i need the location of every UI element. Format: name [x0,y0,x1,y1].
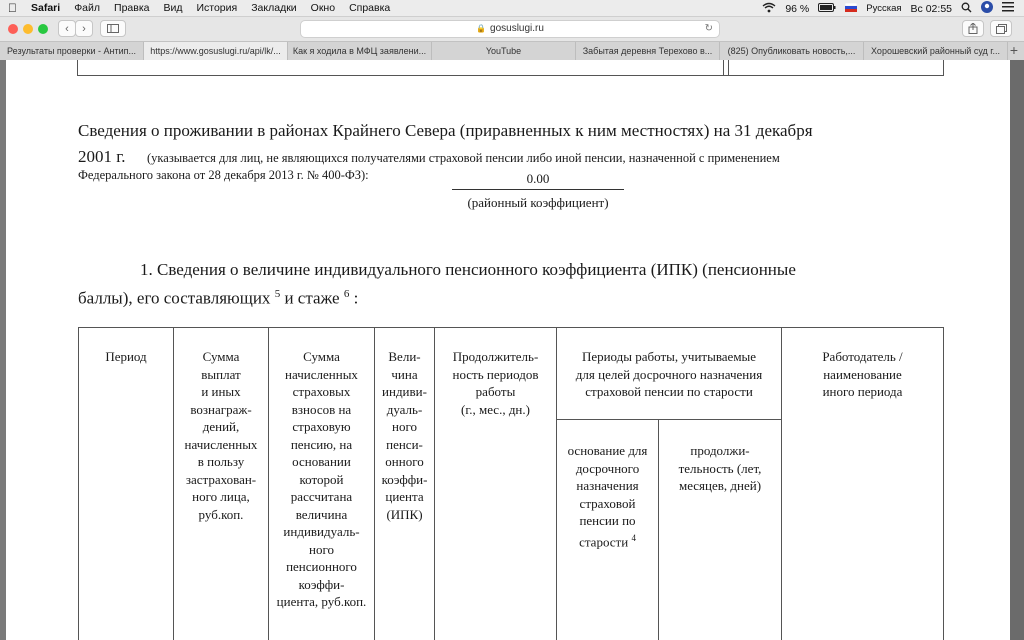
table-border [723,60,724,76]
col-basis-line: пенсии по [579,513,636,528]
col-ipk-line: циента [385,489,424,504]
col-early-periods [557,348,781,401]
menu-bar [0,0,1024,17]
tab-2[interactable]: https://www.gosuslugi.ru/api/lk/... [144,42,288,60]
lock-icon: 🔒 [476,24,487,33]
section-1-title-line-1: 1. Сведения о величине индивидуального пенсионного коэффициента (ИПК) (пенсионные [140,260,796,279]
tab-7[interactable]: Хорошевский районный суд г... [864,42,1008,60]
col-basis-line: страховой [579,495,636,511]
input-language[interactable]: Русская [866,3,902,14]
tab-3[interactable]: Как я ходила в МФЦ заявлени... [288,42,432,60]
col-early-basis [557,442,658,550]
wifi-icon[interactable] [762,2,776,16]
col-ipk-line: пенси- [386,436,423,452]
footnote-6[interactable]: 6 [343,288,350,300]
menu-history[interactable]: История [187,1,229,13]
reload-icon[interactable]: ↻ [704,23,713,34]
footnote-5[interactable]: 5 [274,288,281,300]
share-button[interactable] [962,20,984,37]
col-contributions-line: пенсию, на [290,436,353,452]
battery-percent: 96 % [785,2,810,15]
col-ipk-line: Вели- [388,349,421,364]
col-early-duration [659,442,781,495]
tab-5[interactable]: Забытая деревня Терехово в... [576,42,720,60]
north-note-line-1: (указывается для лиц, не являющихся получателями страховой пенсии либо иной пенсии, назначенной с применением [147,151,780,165]
col-payments-line: ного лица, [192,489,250,504]
table-border [556,419,781,420]
section-1-text: баллы), его составляющих [78,288,271,308]
col-ipk-line: индиви- [382,384,427,399]
col-employer-line: иного периода [822,384,903,399]
north-title-year: 2001 г. [78,147,126,166]
tab-4[interactable]: YouTube [432,42,576,60]
col-contributions-line: величина [295,506,348,522]
forward-button[interactable] [75,20,93,37]
col-duration2-line: месяцев, дней) [678,478,762,493]
north-title-line-1: Сведения о проживании в районах Крайнего Севера (приравненных к ним местностях) на 31 декабря [78,121,813,140]
regional-coefficient-value: 0.00 [526,171,550,186]
col-payments [174,348,268,523]
new-tab-icon[interactable]: + [1009,42,1018,58]
col-contributions-line: взносов на [291,401,352,417]
table-border [77,60,78,76]
search-icon[interactable] [961,2,972,16]
minimize-window-icon[interactable] [23,24,33,34]
coefficient-underline [452,189,624,190]
col-payments-line: застрахован- [185,471,257,487]
col-contributions-line: циента, руб.коп. [276,594,367,609]
battery-icon[interactable] [818,3,836,15]
table-border [943,327,944,640]
col-contributions-line: ного [309,541,334,557]
col-contributions-line: страховых [292,384,351,399]
col-basis-line: досрочного [575,460,640,476]
table-border [78,327,944,328]
tab-6[interactable]: (825) Опубликовать новость,... [720,42,864,60]
col-early-line: страховой пенсии по старости [585,384,753,399]
col-contributions-line: индивидуаль- [283,524,360,539]
section-1-title-line-2 [78,288,358,309]
col-contributions-line: которой [299,471,344,487]
menu-file[interactable]: Файл [65,1,92,13]
col-contributions-line: страховую [292,419,351,434]
page-scrollbar[interactable] [1010,60,1024,640]
zoom-window-icon[interactable] [38,24,48,34]
section-1-colon: : [353,288,359,308]
col-duration-line: (г., мес., дн.) [461,401,530,417]
col-ipk-line: дуаль- [386,401,423,417]
col-ipk [375,348,434,523]
col-period: Период [105,349,147,364]
col-duration2-line: продолжи- [690,443,750,458]
chevron-left-icon: ‹ [65,22,69,35]
col-employer [782,348,943,401]
col-contributions-line: пенсионного [286,559,357,574]
col-employer-line: Работодатель / [822,349,903,364]
footnote-4[interactable]: 4 [631,532,636,543]
col-basis-line: основание для [567,443,648,458]
table-border [943,60,944,76]
col-early-line: для целей досрочного назначения [575,366,763,382]
sidebar-button[interactable] [100,20,126,37]
col-ipk-line: ного [392,419,417,434]
col-contributions-line: рассчитана [290,489,353,504]
menu-view[interactable]: Вид [154,1,174,13]
menu-window[interactable]: Окно [301,1,327,13]
menu-help[interactable]: Справка [340,1,382,13]
user-avatar-icon[interactable] [981,1,993,16]
col-contributions-line: Сумма [303,349,340,364]
browser-toolbar [0,17,1024,41]
chevron-right-icon: › [82,22,86,35]
menu-bookmarks[interactable]: Закладки [242,1,288,13]
address-text: gosuslugi.ru [490,23,544,34]
tabs-overview-icon [996,24,1007,34]
col-early-line: Периоды работы, учитываемые [581,349,757,364]
north-note-line-2: Федерального закона от 28 декабря 2013 г. № 400-ФЗ): [78,168,369,182]
menu-edit[interactable]: Правка [105,1,141,13]
tab-bar [0,41,1024,60]
col-ipk-line: чина [391,366,418,382]
close-window-icon[interactable] [8,24,18,34]
table-border [77,75,944,76]
address-bar[interactable] [300,20,720,38]
col-payments-line: Сумма [202,349,240,364]
col-payments-line: и иных [201,384,241,399]
col-payments-line: начисленных [184,436,258,452]
notification-center-icon[interactable] [1002,2,1014,15]
share-icon [968,23,978,34]
sidebar-icon [107,24,119,33]
russian-flag-icon[interactable] [845,3,857,15]
col-basis-line: назначения [576,478,639,493]
section-1-stazh: и стаже [284,288,340,308]
table-border [78,327,79,640]
col-payments-line: руб.коп. [198,506,244,522]
menu-app-name[interactable]: Safari [22,1,52,13]
document-page [6,60,1010,640]
col-duration [435,348,556,418]
col-employer-line: наименование [823,366,902,382]
col-duration-line: работы [475,384,516,399]
col-contributions-line: коэффи- [298,576,345,592]
col-ipk-line: (ИПК) [386,506,423,522]
apple-icon[interactable] [8,1,17,15]
col-basis-last-line [557,530,658,551]
col-payments-line: выплат [201,366,241,382]
regional-coefficient-label: (районный коэффициент) [467,195,609,210]
col-payments-line: в пользу [197,454,245,469]
col-payments-line: вознаграж- [190,401,252,417]
show-tabs-button[interactable] [990,20,1012,37]
col-contributions [269,348,374,611]
col-payments-line: дений, [202,419,240,434]
back-button[interactable] [58,20,76,37]
col-basis-line: старости [579,533,629,549]
clock[interactable]: Вс 02:55 [910,2,952,15]
table-border [728,60,729,76]
col-ipk-line: коэффи- [381,471,428,487]
col-contributions-line: начисленных [285,366,358,382]
col-duration-line: ность периодов [452,366,539,382]
col-contributions-line: основании [292,454,351,469]
col-ipk-line: онного [385,454,424,469]
col-duration-line: Продолжитель- [452,349,539,364]
col-duration2-line: тельность (лет, [678,460,762,476]
tab-1[interactable]: Результаты проверки - Антип... [0,42,144,60]
